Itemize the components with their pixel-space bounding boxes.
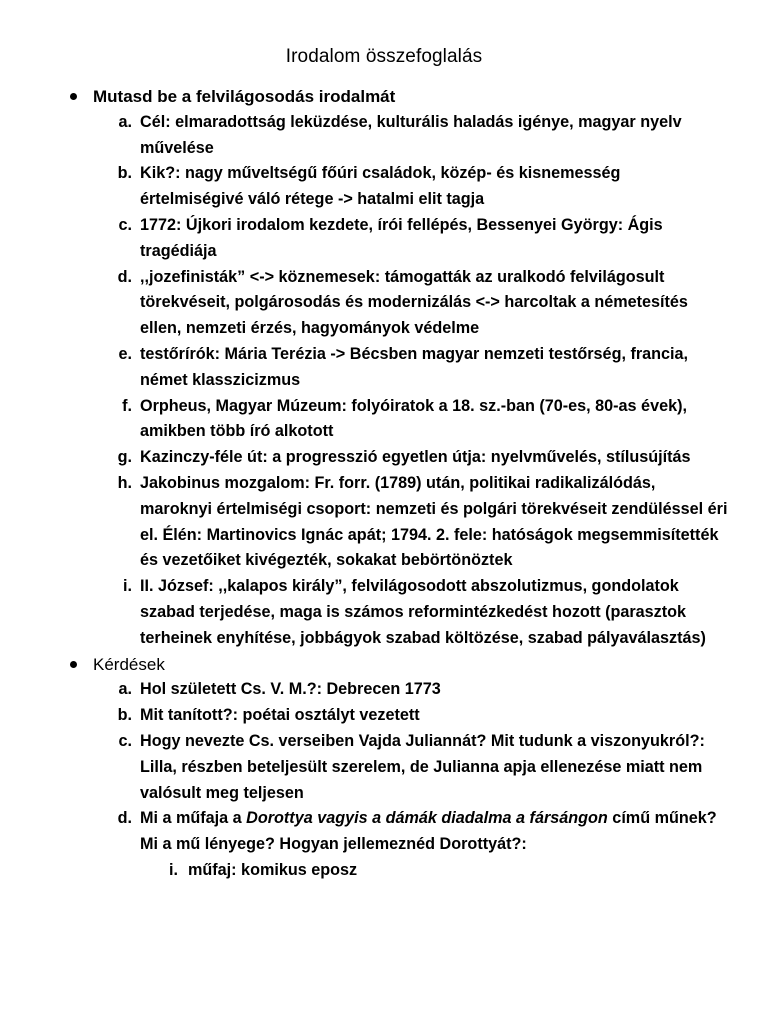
list-marker: c. — [118, 215, 132, 234]
list-item-text: testőrírók: Mária Terézia -> Bécsben magyar nemzeti testőrség, francia, német klasszicizmus — [140, 344, 689, 389]
list-item — [0, 445, 768, 471]
list-item-text: Hol született Cs. V. M.?: Debrecen 1773 — [140, 680, 441, 699]
list-item — [0, 213, 768, 265]
list-item-text: műfaj: komikus eposz — [188, 860, 358, 879]
list-item-text: Mit tanított?: poétai osztályt vezetett — [140, 706, 420, 725]
list-item — [0, 110, 768, 162]
list-item-text-before: Mi a műfaja a — [140, 809, 247, 828]
list-item — [0, 574, 768, 651]
list-marker: i. — [169, 860, 178, 879]
list-item-text: 1772: Újkori irodalom kezdete, írói fellépés, Bessenyei György: Ágis tragédiája — [140, 215, 663, 260]
list-item — [0, 729, 768, 806]
bullet-icon — [70, 661, 77, 668]
list-marker: h. — [117, 473, 132, 492]
list-marker: d. — [117, 267, 132, 286]
list-item-text: Orpheus, Magyar Múzeum: folyóiratok a 18. sz.-ban (70-es, 80-as évek), amikben több író alkotott — [140, 396, 687, 441]
list-item-text: Hogy nevezte Cs. verseiben Vajda Juliannát? Mit tudunk a viszonyukról?: Lilla, részben beteljesült szerelem, de Julianna apja ellenezése miatt nem valósult meg teljesen — [140, 731, 705, 802]
list-marker: e. — [118, 344, 132, 363]
work-title: Dorottya vagyis a dámák diadalma a fársángon — [246, 809, 608, 828]
section-heading-questions — [0, 652, 768, 678]
list-marker: b. — [117, 706, 132, 725]
list-item-text: Cél: elmaradottság leküzdése, kulturális haladás igénye, magyar nyelv művelése — [140, 112, 682, 157]
section-heading-text: Mutasd be a felvilágosodás irodalmát — [93, 87, 396, 106]
list-item — [0, 161, 768, 213]
list-marker: a. — [118, 680, 132, 699]
list-item-text: ,,jozefinisták” <-> köznemesek: támogatták az uralkodó felvilágosult törekvéseit, polgárosodás és modernizálás <-> harcoltak a németesítés ellen, nemzeti érzés, hagyományok védelme — [140, 267, 688, 338]
list-item — [0, 342, 768, 394]
bullet-icon — [70, 93, 77, 100]
list-item — [0, 394, 768, 446]
list-item-text: Jakobinus mozgalom: Fr. forr. (1789) után, politikai radikalizálódás, maroknyi értelmiségi csoport: nemzeti és polgári törekvéseit zendüléssel éri el. Élén: Martinovics Ignác apát; 1794. 2. fele: hatóságok megsemmisítették és vezetőiket kivégezték, sokakat bebörtönöztek — [140, 473, 728, 570]
list-item-text: Kazinczy-féle út: a progresszió egyetlen útja: nyelvművelés, stílusújítás — [140, 448, 691, 467]
document-content — [0, 84, 768, 884]
list-marker: c. — [118, 731, 132, 750]
list-item — [0, 806, 768, 858]
list-item-text: Kik?: nagy műveltségű főúri családok, közép- és kisnemesség értelmiségivé váló rétege -> hatalmi elit tagja — [140, 164, 621, 209]
list-marker: f. — [122, 396, 132, 415]
questions-list — [0, 677, 768, 883]
list-item — [0, 265, 768, 342]
list-item-text: II. József: ,,kalapos király”, felvilágosodott abszolutizmus, gondolatok szabad terjedése, maga is számos reformintézkedést hozott (parasztok terheinek enyhítése, jobbágyok szabad költözése, szabad pályaválasztás) — [140, 577, 706, 647]
section-heading-enlightenment — [0, 84, 768, 110]
list-marker: d. — [117, 809, 132, 828]
list-item — [0, 703, 768, 729]
list-marker: i. — [123, 577, 132, 596]
list-item — [0, 471, 768, 574]
list-marker: b. — [117, 164, 132, 183]
document-title: Irodalom összefoglalás — [285, 46, 483, 67]
section-heading-text: Kérdések — [93, 654, 165, 674]
list-item-text-after: című műnek? Mi a mű lényege? Hogyan jellemeznéd Dorottyát?: — [140, 809, 717, 854]
enlightenment-list — [0, 110, 768, 652]
list-marker: a. — [118, 112, 132, 131]
nested-list-item — [0, 858, 768, 884]
list-marker: g. — [117, 448, 132, 467]
list-item — [0, 677, 768, 703]
